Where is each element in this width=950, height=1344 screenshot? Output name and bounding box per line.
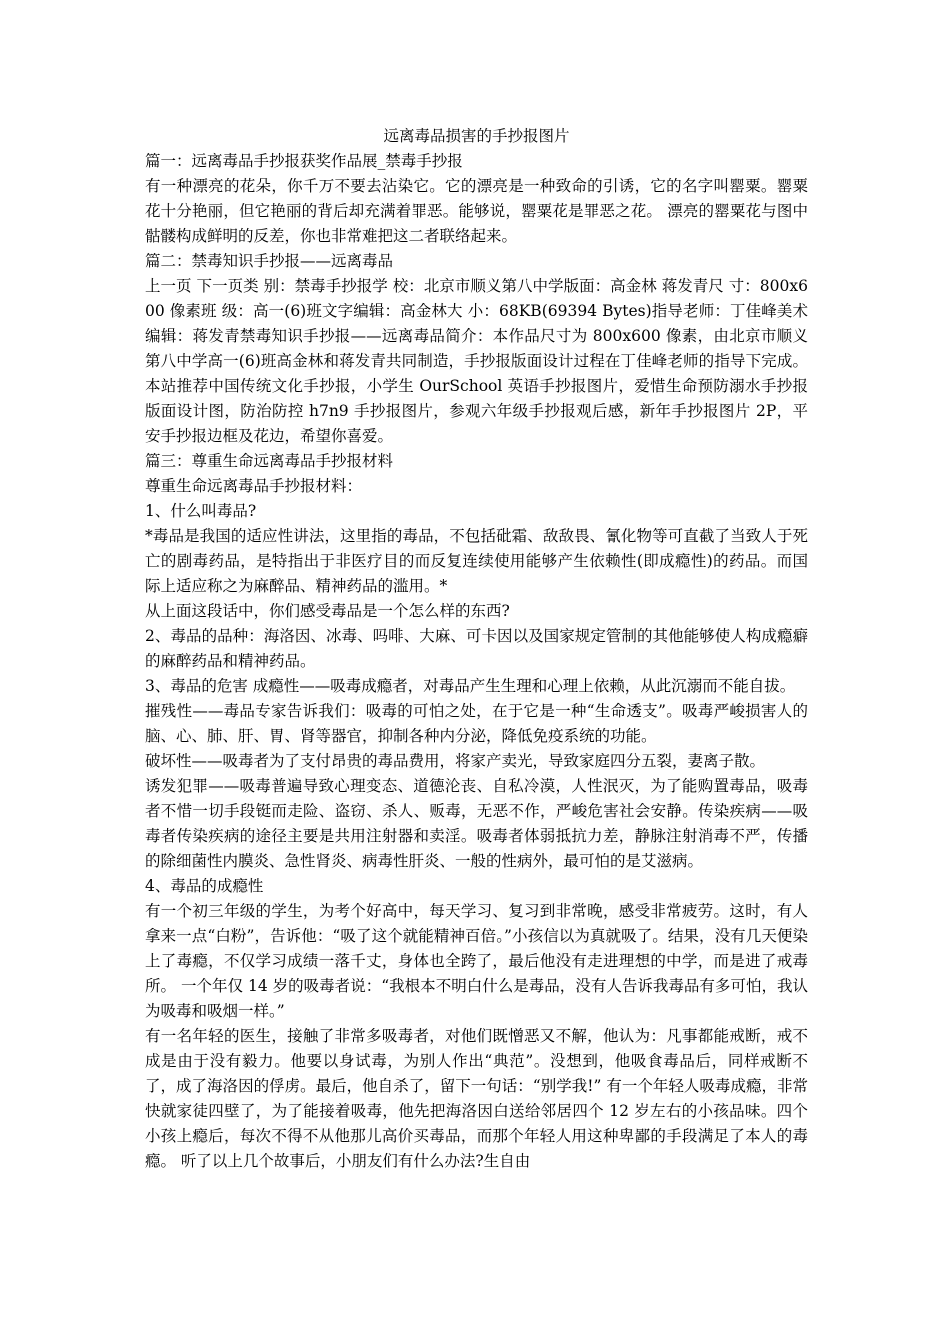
paragraph: 3、毒品的危害 成瘾性——吸毒成瘾者，对毒品产生生理和心理上依赖，从此沉溺而不能自拔。 — [145, 677, 796, 695]
paragraph-heading-3: 篇三：尊重生命远离毒品手抄报材料 — [145, 452, 394, 470]
paragraph: 有一个初三年级的学生，为考个好高中，每天学习、复习到非常晚，感受非常疲劳。这时，有人拿来一点“白粉”，告诉他：“吸了这个就能精神百倍。”小孩信以为真就吸了。结果，没有几天便染上了毒瘾，不仅学习成绩一落千丈，身体也全跨了，最后他没有走进理想的中学，而是进了戒毒所。 一个年仅 14 岁的吸毒者说：“我根本不明白什么是毒品，没有人告诉我毒品有多可怕，我认为吸毒和吸烟一样。” — [145, 902, 808, 1020]
paragraph-heading-2: 篇二：禁毒知识手抄报——远离毒品 — [145, 252, 394, 270]
paragraph: 尊重生命远离毒品手抄报材料： — [145, 477, 363, 495]
paragraph: 上一页 下一页类 别：禁毒手抄报学 校：北京市顺义第八中学版面：高金林 蒋发青尺 寸：800x600 像素班 级：高一(6)班文字编辑：高金林大 小：68KB(69394 Bytes)指导老师：丁佳峰美术编辑：蒋发青禁毒知识手抄报——远离毒品简介：本作品尺寸为 800x600 像素，由北京市顺义第八中学高一(6)班高金林和蒋发青共同制造，手抄报版面设计过程在丁佳峰老师的指导下完成。本站推荐中国传统文化手抄报，小学生 OurSchool 英语手抄报图片，爱惜生命预防溺水手抄报版面设计图，防治防控 h7n9 手抄报图片，参观六年级手抄报观后感，新年手抄报图片 2P，平安手抄报边框及花边，希望你喜爱。 — [145, 277, 808, 445]
paragraph: 2、毒品的品种：海洛因、冰毒、吗啡、大麻、可卡因以及国家规定管制的其他能够使人构成瘾癖的麻醉药品和精神药品。 — [145, 627, 808, 670]
paragraph: 有一种漂亮的花朵，你千万不要去沾染它。它的漂亮是一种致命的引诱，它的名字叫罂粟。罂粟花十分艳丽，但它艳丽的背后却充满着罪恶。能够说，罂粟花是罪恶之花。 漂亮的罂粟花与图中骷髅构成鲜明的反差，你也非常难把这二者联络起来。 — [145, 177, 808, 245]
paragraph: 破坏性——吸毒者为了支付昂贵的毒品费用，将家产卖光，导致家庭四分五裂，妻离子散。 — [145, 752, 766, 770]
paragraph: 从上面这段话中，你们感受毒品是一个怎么样的东西? — [145, 602, 510, 620]
paragraph-heading-1: 篇一：远离毒品手抄报获奖作品展_禁毒手抄报 — [145, 152, 463, 170]
paragraph: 诱发犯罪——吸毒普遍导致心理变态、道德沦丧、自私冷漠，人性泯灭，为了能购置毒品，吸毒者不惜一切手段铤而走险、盗窃、杀人、贩毒，无恶不作，严峻危害社会安静。传染疾病——吸毒者传染疾病的途径主要是共用注射器和卖淫。吸毒者体弱抵抗力差，静脉注射消毒不严，传播的除细菌性内膜炎、急性肾炎、病毒性肝炎、一般的性病外，最可怕的是艾滋病。 — [145, 777, 808, 870]
document-page — [145, 124, 808, 1174]
paragraph: 有一名年轻的医生，接触了非常多吸毒者，对他们既憎恶又不解，他认为：凡事都能戒断，戒不成是由于没有毅力。他要以身试毒，为别人作出“典范”。没想到，他吸食毒品后，同样戒断不了，成了海洛因的俘虏。最后，他自杀了，留下一句话：“别学我!” 有一个年轻人吸毒成瘾，非常快就家徒四壁了，为了能接着吸毒，他先把海洛因白送给邻居四个 12 岁左右的小孩品味。四个小孩上瘾后，每次不得不从他那儿高价买毒品，而那个年轻人用这种卑鄙的手段满足了本人的毒瘾。 听了以上几个故事后，小朋友们有什么办法?生自由 — [145, 1027, 808, 1170]
document-title: 远离毒品损害的手抄报图片 — [383, 127, 570, 145]
section-heading: 1、什么叫毒品? — [145, 502, 257, 520]
paragraph: *毒品是我国的适应性讲法，这里指的毒品，不包括砒霜、敌敌畏、氰化物等可直截了当致人于死亡的剧毒药品，是特指出于非医疗目的而反复连续使用能够产生依赖性(即成瘾性)的药品。而国际上适应称之为麻醉品、精神药品的滥用。* — [145, 527, 808, 595]
section-heading: 4、毒品的成瘾性 — [145, 877, 264, 895]
paragraph: 摧残性——毒品专家告诉我们：吸毒的可怕之处，在于它是一种“生命透支”。吸毒严峻损害人的脑、心、肺、肝、胃、肾等器官，抑制各种内分泌，降低免疫系统的功能。 — [145, 702, 808, 745]
